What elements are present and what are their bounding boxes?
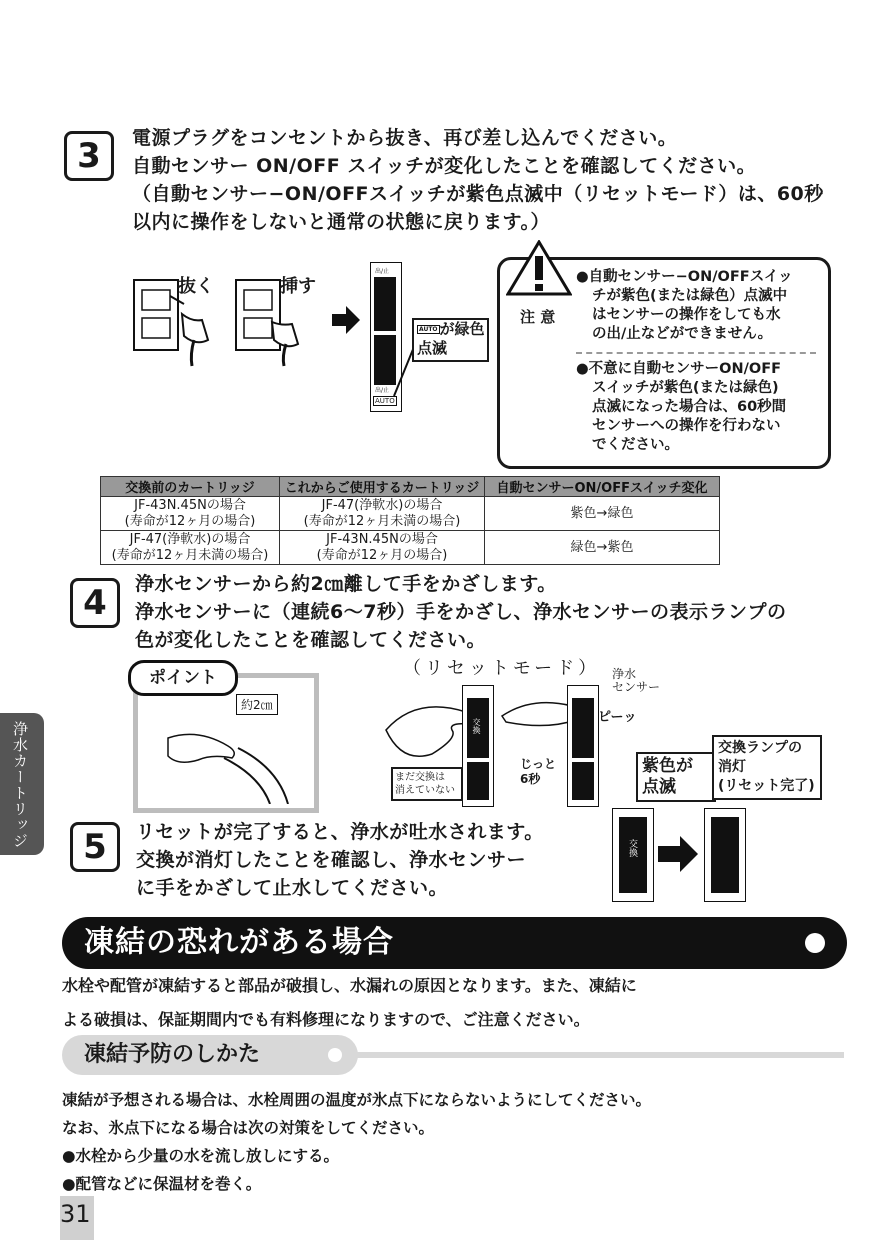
outlet-illustration [130,268,370,368]
auto-icon: AUTO [419,326,438,333]
table-cell-after [280,497,485,531]
cell-text: (寿命が12ヶ月未満の場合) [303,513,461,529]
panel-after [567,685,599,807]
freeze-banner [62,917,847,969]
step5-line1: リセットが完了すると、浄水が吐水されます。 [136,821,544,843]
prevention-subhead [62,1035,358,1075]
step3-line3: （自動センサー−ON/OFFスイッチが紫色点滅中（リセットモード）は、60秒 [132,183,824,205]
panel-after-lower [572,762,594,800]
unplug-label: 抜く [178,276,214,297]
table-cell-change: 紫色→緑色 [485,497,720,531]
wait-label-line1: じっと [520,757,557,771]
panel-before-lower [467,762,489,800]
panel-reset-lamp [711,817,739,893]
caution-item2-line3: 点滅になった場合は、60秒間 [592,399,787,415]
step3-line2: 自動センサー ON/OFF スイッチが変化したことを確認してください。 [132,155,757,177]
prevention-p1: 凍結が予想される場合は、水栓周囲の温度が氷点下にならないようにしてください。 [62,1091,652,1109]
panel-top-label: 出/止 [375,268,390,275]
blink-label-line1: が緑色 [439,320,485,338]
exchange-lamp-on: 交換 [472,718,481,734]
warning-icon [506,240,572,296]
table-cell-before [101,497,280,531]
blink-green-label [412,318,489,362]
beep-label: ピーッ [598,710,637,725]
hand-illustration [158,708,298,804]
wait-label-line2: 6秒 [520,772,541,786]
step3-line1: 電源プラグをコンセントから抜き、再び差し込んでください。 [132,127,678,149]
lamp-off-line1: 交換ランプの [718,740,802,756]
caution-item1-line3: はセンサーの操作をしても水 [592,307,781,323]
caution-item1-line4: の出/止などができません。 [592,326,773,342]
step3-line4: 以内に操作をしないと通常の状態に戻ります。） [132,211,550,233]
table-header-row [101,477,720,497]
step4-line1: 浄水センサーから約2㎝離して手をかざします。 [135,573,557,595]
freeze-title: 凍結の恐れがある場合 [84,925,394,960]
purple-blink-label [636,752,716,802]
purple-blink-line2: 点滅 [642,777,676,797]
cell-text: JF-47(浄軟水)の場合 [321,497,443,513]
freeze-intro [62,972,842,1034]
table-header-before: 交換前のカートリッジ [101,477,280,497]
step-number-4: 4 [70,578,120,628]
cell-text: JF-43N.45Nの場合 [326,531,438,547]
caution-item1-line1: ●自動センサー−ON/OFFスイッ [576,269,793,285]
caution-divider [576,352,816,354]
purple-blink-line1: 紫色が [642,756,693,776]
cell-text: (寿命が12ヶ月の場合) [124,513,256,529]
page-number: 31 [60,1200,91,1228]
banner-dot [805,933,825,953]
step5-text [136,818,596,902]
sidebar-label: 浄水カートリッジ [11,721,29,849]
step4-line3: 色が変化したことを確認してください。 [135,629,487,651]
panel-before [462,685,494,807]
step5-line2: 交換が消灯したことを確認し、浄水センサー [136,849,527,871]
not-off-line2: 消えていない [395,785,455,796]
cell-text: (寿命が12ヶ月未満の場合) [111,547,269,563]
not-off-label [391,767,463,801]
table-cell-after [280,531,485,565]
cell-text: JF-43N.45Nの場合 [134,497,246,513]
step4-line2: 浄水センサーに（連続6～7秒）手をかざし、浄水センサーの表示ランプの [135,601,787,623]
caution-item1 [576,268,793,344]
caution-box [497,257,831,469]
cell-text: (寿命が12ヶ月の場合) [316,547,448,563]
plug-label: 挿す [280,276,316,297]
caution-item2 [576,360,786,455]
blink-label-line2: 点滅 [417,339,448,357]
step-number-5: 5 [70,822,120,872]
auto-switch-icon: AUTO [375,397,395,405]
sensor-label-line2: センサー [612,680,661,694]
sidebar-tab [0,713,44,855]
prevention-p2: なお、氷点下になる場合は次の対策をしてください。 [62,1119,435,1137]
panel-upper-lamp [374,277,396,331]
table-header-after: これからご使用するカートリッジ [280,477,485,497]
sensor-label [612,668,660,694]
freeze-para1: 水栓や配管が凍結すると部品が破損し、水漏れの原因となります。また、凍結に [62,976,637,995]
reset-mode-label: （リセットモード） [403,658,601,679]
caution-item2-line5: でください。 [592,437,679,453]
step4-text [135,570,855,654]
table-cell-change: 緑色→紫色 [485,531,720,565]
subhead-line [354,1052,844,1058]
lamp-off-line2: 消灯 [718,759,746,775]
arrow-right-icon [656,834,700,874]
table-row [101,497,720,531]
caution-item2-line4: センサーへの操作を行わない [592,418,781,434]
prevention-bullet1: ●水栓から少量の水を流し放しにする。 [62,1147,340,1165]
distance-label: 約2㎝ [236,694,278,715]
exchange-lamp-blink: 交換 [627,839,637,857]
lamp-off-label [712,735,822,800]
sensor-label-line1: 浄水 [612,667,637,681]
table-cell-before [101,531,280,565]
step3-text [132,124,852,236]
cartridge-table [100,476,720,565]
panel-after-upper [572,698,594,758]
cell-text: JF-47(浄軟水)の場合 [129,531,251,547]
caution-item1-line2: チが紫色(または緑色）点滅中 [592,288,788,304]
step5-line3: に手をかざして止水してください。 [136,877,449,899]
prevention-body [62,1086,842,1198]
not-off-line1: まだ交換は [395,772,445,783]
prevention-title: 凍結予防のしかた [84,1042,261,1067]
caution-title: 注 意 [520,308,556,326]
panel-blinking [612,808,654,902]
panel-reset [704,808,746,902]
subhead-dot [328,1048,342,1062]
panel-bottom-label: 出/止 [375,387,390,394]
caution-item2-line1: ●不意に自動センサーON/OFF [576,361,782,377]
prevention-bullet2: ●配管などに保温材を巻く。 [62,1175,262,1193]
wait-label [520,757,556,787]
table-row [101,531,720,565]
point-badge: ポイント [128,660,238,696]
table-header-change: 自動センサーON/OFFスイッチ変化 [485,477,720,497]
lamp-off-line3: (リセット完了) [718,778,815,794]
caution-item2-line2: スイッチが紫色(または緑色) [592,380,779,396]
step-number-3: 3 [64,131,114,181]
freeze-para2: よる破損は、保証期間内でも有料修理になりますので、ご注意ください。 [62,1010,590,1029]
